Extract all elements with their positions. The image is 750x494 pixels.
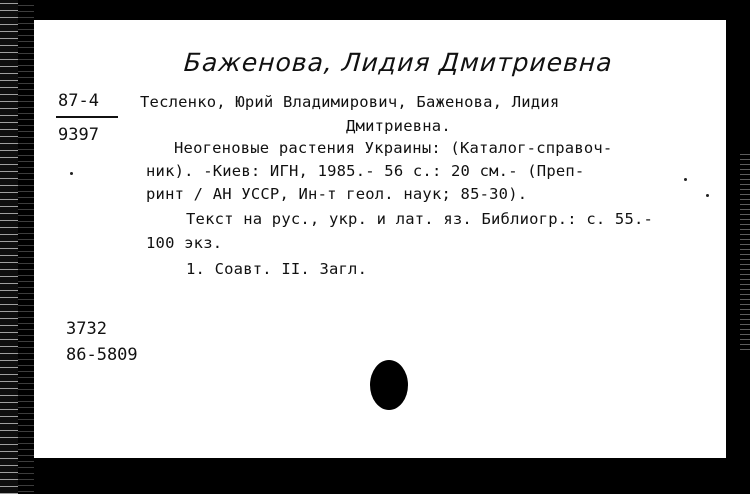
entry-title-line3: ринт / АН УССР, Ин-т геол. наук; 85-30). (146, 185, 528, 203)
call-number-divider (56, 116, 118, 118)
bottom-number-2: 86-5809 (66, 345, 138, 365)
entry-title-line2: ник). -Киев: ИГН, 1985.- 56 с.: 20 см.- (Преп- (146, 162, 585, 180)
entry-title-line1: Неогеновые растения Украины: (Каталог-справоч- (174, 139, 613, 157)
speck (706, 194, 709, 197)
entry-authors-line1: Тесленко, Юрий Владимирович, Баженова, Лидия (140, 93, 560, 111)
scan-edge-left (0, 0, 18, 494)
punch-hole (370, 360, 408, 410)
bottom-number-1: 3732 (66, 319, 107, 339)
call-number-bottom: 9397 (58, 125, 99, 145)
entry-note-line2: 100 экз. (146, 234, 223, 252)
entry-tracings: 1. Соавт. II. Загл. (186, 260, 368, 278)
scan-edge-right (740, 150, 750, 350)
call-number-top: 87-4 (58, 91, 99, 111)
speck (684, 178, 687, 181)
handwritten-heading: Баженова, Лидия Дмитриевна (182, 48, 614, 77)
catalog-card (34, 20, 726, 458)
speck (70, 172, 73, 175)
scan-edge-left-inner (18, 0, 34, 494)
entry-authors-line2: Дмитриевна. (346, 117, 451, 135)
entry-note-line1: Текст на рус., укр. и лат. яз. Библиогр.: с. 55.- (186, 210, 654, 228)
